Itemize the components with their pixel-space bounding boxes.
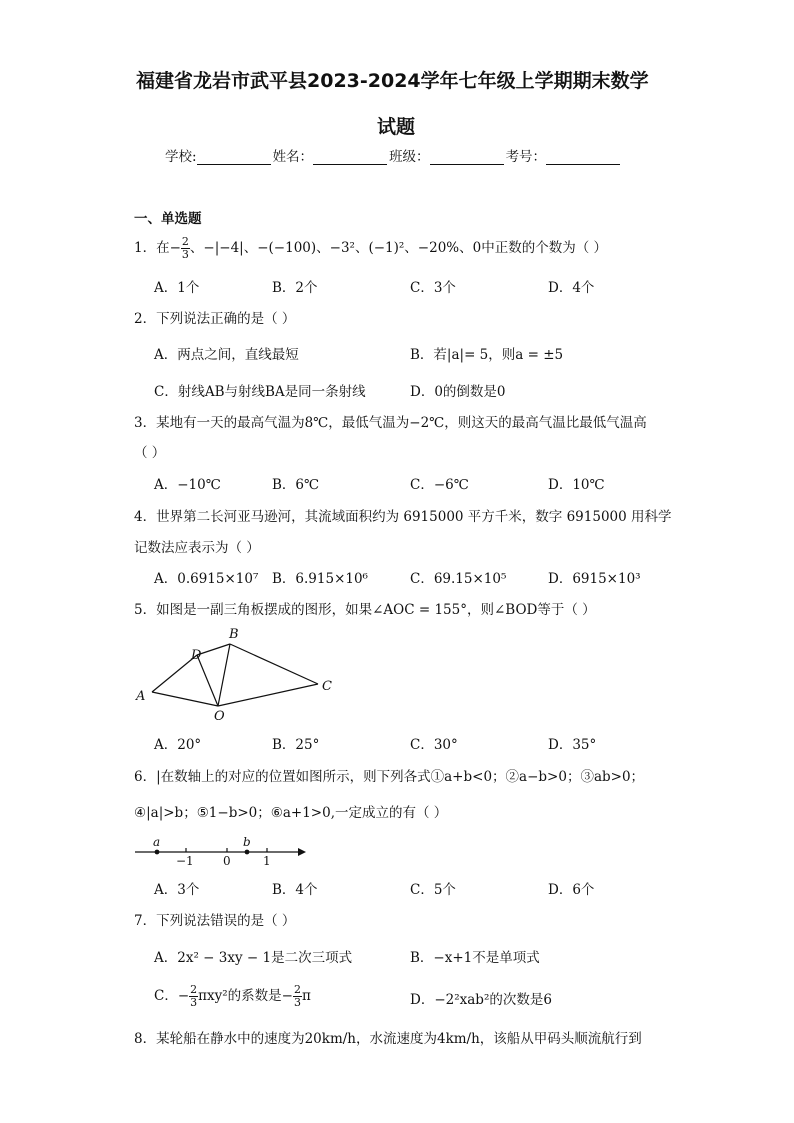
number-field[interactable] xyxy=(546,150,620,165)
q4-option-c[interactable]: C．69.15×10⁵ xyxy=(410,571,507,587)
question-5: 5．如图是一副三角板摆成的图形，如果∠AOC = 155°，则∠BOD等于（ ） xyxy=(134,602,596,618)
q2-option-d[interactable]: D．0的倒数是0 xyxy=(410,384,506,400)
q2-option-a[interactable]: A．两点之间，直线最短 xyxy=(154,347,299,363)
q7c-fraction-2: $\frac{2}{3}$ xyxy=(294,983,301,1009)
question-8: 8．某轮船在静水中的速度为20km/h，水流速度为4km/h，该船从甲码头顺流航行到 xyxy=(134,1031,642,1047)
q7c-end: π xyxy=(302,988,311,1004)
school-field[interactable] xyxy=(197,150,271,165)
q6-option-b[interactable]: B．4个 xyxy=(272,882,318,898)
class-label: 班级： xyxy=(389,149,430,165)
title-line-2: 试题 xyxy=(377,116,416,138)
label-A: A xyxy=(136,689,146,704)
q1-option-d[interactable]: D．4个 xyxy=(548,280,595,296)
q5-option-d[interactable]: D．35° xyxy=(548,737,597,753)
q2-option-c[interactable]: C．射线AB与射线BA是同一条射线 xyxy=(154,384,366,400)
edge-AO xyxy=(152,692,218,706)
axis-arrow-icon xyxy=(298,848,306,856)
label-a: a xyxy=(153,835,161,849)
q1-option-c[interactable]: C．3个 xyxy=(410,280,456,296)
edge-OC xyxy=(218,684,318,706)
q1-option-a[interactable]: A．1个 xyxy=(154,280,200,296)
question-6-line-2: ④|a|>b；⑤1−b>0；⑥a+1>0,一定成立的有（ ） xyxy=(134,805,448,821)
label-D: D xyxy=(191,648,202,663)
q5-option-c[interactable]: C．30° xyxy=(410,737,458,753)
q7c-lead: C．− xyxy=(154,988,190,1004)
q3-option-b[interactable]: B．6℃ xyxy=(272,477,320,493)
question-6-line-1: 6．|在数轴上的对应的位置如图所示，则下列各式①a+b<0；②a−b>0；③ab>0； xyxy=(134,769,645,785)
q7-option-d[interactable]: D．−2²xab²的次数是6 xyxy=(410,992,552,1008)
question-3-line-2: （ ） xyxy=(134,445,166,461)
q4-option-b[interactable]: B．6.915×10⁶ xyxy=(272,571,368,587)
point-b xyxy=(245,850,250,855)
name-label: 姓名： xyxy=(272,149,314,165)
title-line-1: 福建省龙岩市武平县2023-2024学年七年级上学期期末数学 xyxy=(136,70,649,92)
q1-option-b[interactable]: B．2个 xyxy=(272,280,318,296)
q7-option-b[interactable]: B．−x+1不是单项式 xyxy=(410,950,540,966)
triangle-figure xyxy=(130,622,350,722)
edge-DB xyxy=(197,644,230,655)
edge-BO xyxy=(218,644,230,706)
question-1 xyxy=(134,236,607,261)
label-neg1: −1 xyxy=(176,854,194,868)
school-label: 学校: xyxy=(165,149,197,165)
question-4-line-1: 4．世界第二长河亚马逊河，其流域面积约为 6915000 平方千米，数字 6915000 用科学 xyxy=(134,509,672,525)
q7-option-c[interactable] xyxy=(154,984,311,1009)
class-field[interactable] xyxy=(430,150,504,165)
q1-number: 1． xyxy=(134,240,157,256)
student-info-line xyxy=(165,145,622,165)
label-O: O xyxy=(214,709,225,722)
number-label: 考号： xyxy=(505,149,547,165)
q1-fraction: $\frac{2}{3}$ xyxy=(181,235,189,261)
q6-option-a[interactable]: A．3个 xyxy=(154,882,200,898)
question-3-line-1: 3．某地有一天的最高气温为8℃，最低气温为−2℃，则这天的最高气温比最低气温高 xyxy=(134,415,647,431)
label-0: 0 xyxy=(223,854,231,868)
q1-lead: 在− xyxy=(156,240,181,256)
number-line xyxy=(130,832,310,868)
q7c-fraction-1: $\frac{2}{3}$ xyxy=(190,983,198,1009)
q5-option-a[interactable]: A．20° xyxy=(154,737,202,753)
label-1: 1 xyxy=(263,854,271,868)
label-b: b xyxy=(243,835,251,849)
q2-option-b[interactable]: B．若|a|= 5，则a = ±5 xyxy=(410,347,564,363)
q3-option-c[interactable]: C．−6℃ xyxy=(410,477,469,493)
question-2: 2．下列说法正确的是（ ） xyxy=(134,311,296,327)
section-heading: 一、单选题 xyxy=(134,211,202,227)
label-B: B xyxy=(229,627,239,642)
question-4-line-2: 记数法应表示为（ ） xyxy=(134,540,260,556)
q3-option-d[interactable]: D．10℃ xyxy=(548,477,605,493)
point-a xyxy=(155,850,160,855)
q3-option-a[interactable]: A．−10℃ xyxy=(154,477,221,493)
q4-option-d[interactable]: D．6915×10³ xyxy=(548,571,641,587)
label-C: C xyxy=(322,679,332,694)
q7-option-a[interactable]: A．2x² − 3xy − 1是二次三项式 xyxy=(154,950,353,966)
question-7: 7．下列说法错误的是（ ） xyxy=(134,913,296,929)
q5-option-b[interactable]: B．25° xyxy=(272,737,320,753)
name-field[interactable] xyxy=(313,150,387,165)
q7c-mid: πxy²的系数是− xyxy=(198,988,293,1004)
q4-option-a[interactable]: A．0.6915×10⁷ xyxy=(154,571,259,587)
edge-BC xyxy=(230,644,318,684)
q6-option-c[interactable]: C．5个 xyxy=(410,882,456,898)
q6-option-d[interactable]: D．6个 xyxy=(548,882,595,898)
q1-rest: 、−|−4|、−(−100)、−3²、(−1)²、−20%、0中正数的个数为（ ） xyxy=(189,240,607,256)
